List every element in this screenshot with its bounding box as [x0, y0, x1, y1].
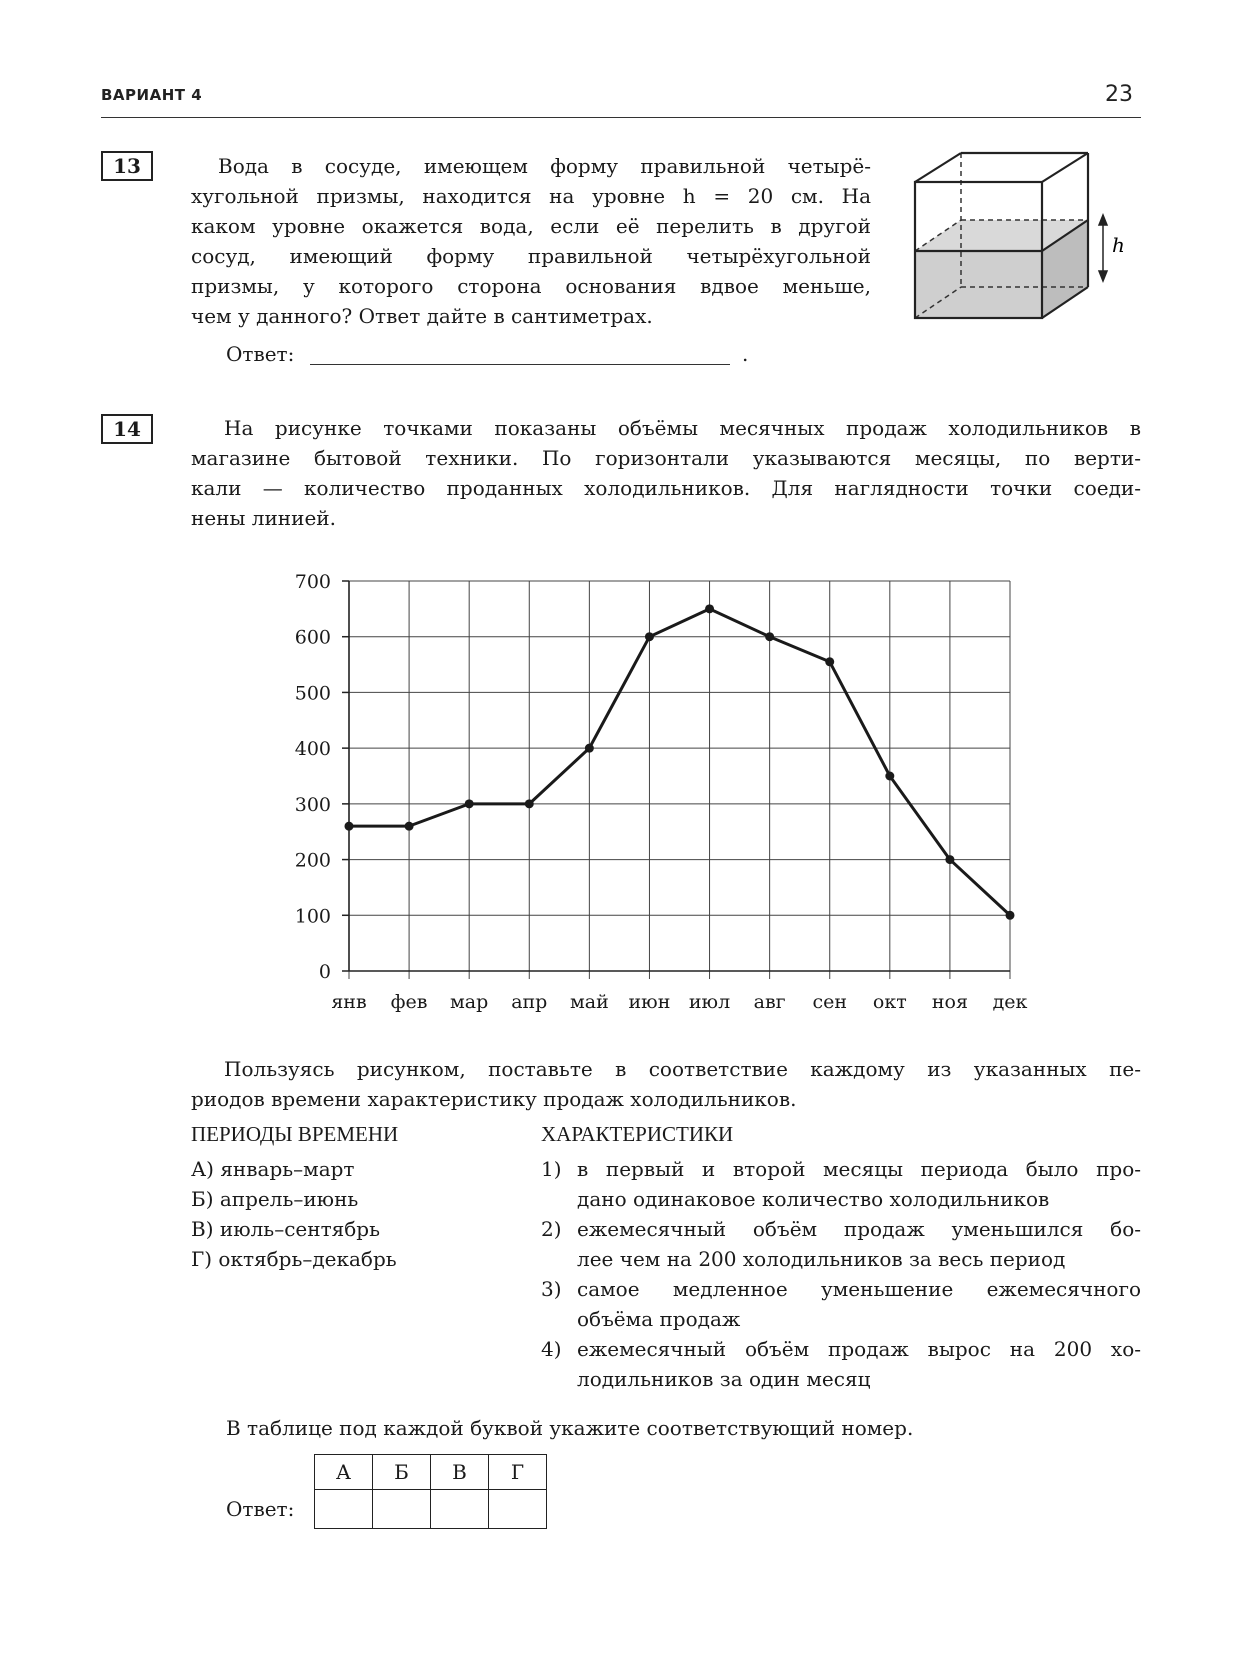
period-text: январь–март [220, 1157, 355, 1181]
task-13-line: каком уровне окажется вода, если её перелить в другой [191, 214, 871, 238]
characteristic-line: лее чем на 200 холодильников за весь период [577, 1247, 1066, 1271]
water-front-face [915, 251, 1042, 318]
answer-table-header [315, 1455, 547, 1490]
answer-cell[interactable] [315, 1490, 373, 1529]
x-tick-label: авг [753, 991, 786, 1013]
instruction-line: Пользуясь рисунком, поставьте в соответствие каждому из указанных пе- [224, 1057, 1141, 1081]
task-13-line: призмы, у которого сторона основания вдвое меньше, [191, 274, 871, 298]
periods-header: ПЕРИОДЫ ВРЕМЕНИ [191, 1122, 399, 1146]
task-14-answer-label: Ответ: [226, 1497, 295, 1521]
x-tick-label: янв [331, 991, 367, 1013]
data-point [885, 772, 894, 781]
period-text: октябрь–декабрь [218, 1247, 397, 1271]
task-14-line: нены линией. [191, 506, 336, 530]
period-letter: А) [191, 1157, 214, 1181]
data-points [345, 604, 1015, 919]
task-13-line: чем у данного? Ответ дайте в сантиметрах. [191, 304, 653, 328]
prism-figure [905, 145, 1145, 325]
period-item [191, 1184, 397, 1214]
data-point [345, 822, 354, 831]
page-number: 23 [1105, 82, 1133, 107]
answer-table-inputs [315, 1490, 547, 1529]
answer-cell[interactable] [373, 1490, 431, 1529]
task-13-answer-field[interactable] [310, 364, 730, 365]
characteristic-item [541, 1334, 1141, 1394]
height-label: h [1112, 233, 1125, 257]
period-item [191, 1154, 397, 1184]
task-13-text [191, 151, 871, 331]
y-tick-label: 300 [294, 793, 331, 816]
x-tick-label: фев [390, 991, 428, 1013]
task-14-line: кали — количество проданных холодильников. Для наглядности точки соеди- [191, 476, 1141, 500]
x-tick-label: июн [628, 991, 671, 1013]
data-point [765, 632, 774, 641]
data-point [465, 799, 474, 808]
task-13-answer-label: Ответ: [226, 342, 295, 366]
period-letter: Г) [191, 1247, 213, 1271]
characteristic-number: 2) [541, 1217, 562, 1241]
x-tick-label: ноя [931, 991, 968, 1013]
data-point [705, 604, 714, 613]
period-letter: В) [191, 1217, 214, 1241]
characteristic-number: 4) [541, 1337, 562, 1361]
characteristics-header: ХАРАКТЕРИСТИКИ [541, 1122, 734, 1146]
y-tick-label: 600 [294, 626, 331, 649]
answer-letter: А [315, 1455, 373, 1490]
data-point [1006, 911, 1015, 920]
characteristic-line: лодильников за один месяц [577, 1367, 871, 1391]
x-tick-label: сен [812, 991, 848, 1013]
data-point [585, 744, 594, 753]
task-13-line: сосуд, имеющий форму правильной четырёхугольной [191, 244, 871, 268]
y-tick-label: 100 [294, 905, 331, 928]
height-arrow [1099, 215, 1107, 281]
answer-letter: Г [489, 1455, 547, 1490]
characteristic-number: 1) [541, 1157, 562, 1181]
task-14-line: магазине бытовой техники. По горизонтали указываются месяцы, по верти- [191, 446, 1141, 470]
sales-chart [270, 560, 1050, 1020]
x-tick-label: окт [872, 991, 907, 1013]
task-13-number: 13 [101, 151, 153, 181]
answer-cell[interactable] [431, 1490, 489, 1529]
y-tick-label: 400 [294, 738, 331, 761]
y-tick-label: 500 [294, 682, 331, 705]
x-axis-ticks [331, 991, 1027, 1013]
table-instruction: В таблице под каждой буквой укажите соответствующий номер. [226, 1416, 914, 1440]
characteristic-line: ежемесячный объём продаж вырос на 200 хо- [577, 1337, 1141, 1361]
x-tick-label: апр [511, 991, 548, 1013]
period-item [191, 1214, 397, 1244]
periods-list [191, 1154, 397, 1274]
period-text: июль–сентябрь [219, 1217, 380, 1241]
task-14-line: На рисунке точками показаны объёмы месячных продаж холодильников в [224, 416, 1141, 440]
header-divider [101, 117, 1141, 118]
period-item [191, 1244, 397, 1274]
instruction-line: риодов времени характеристику продаж холодильников. [191, 1087, 797, 1111]
task-14-instruction [191, 1054, 1141, 1114]
y-axis-ticks [295, 571, 349, 983]
answer-letter: В [431, 1455, 489, 1490]
task-13-line: Вода в сосуде, имеющем форму правильной четырё- [218, 154, 871, 178]
y-tick-label: 0 [318, 961, 331, 983]
task-14-number: 14 [101, 414, 153, 444]
y-tick-label: 700 [294, 571, 331, 593]
task-14-text [191, 413, 1141, 533]
data-point [525, 799, 534, 808]
answer-letter: Б [373, 1455, 431, 1490]
sales-line [349, 609, 1010, 915]
answer-cell[interactable] [489, 1490, 547, 1529]
chart-grid [349, 581, 1010, 979]
period-letter: Б) [191, 1187, 214, 1211]
x-tick-label: май [569, 991, 609, 1013]
characteristics-list [541, 1154, 1141, 1394]
characteristic-line: ежемесячный объём продаж уменьшился бо- [577, 1217, 1141, 1241]
characteristic-line: объёма продаж [577, 1307, 741, 1331]
characteristic-number: 3) [541, 1277, 562, 1301]
variant-label: ВАРИАНТ 4 [101, 86, 203, 104]
period-text: апрель–июнь [219, 1187, 359, 1211]
data-point [645, 632, 654, 641]
x-tick-label: мар [450, 991, 489, 1013]
characteristic-item [541, 1214, 1141, 1274]
data-point [825, 657, 834, 666]
answer-table [314, 1454, 547, 1529]
characteristic-line: самое медленное уменьшение ежемесячного [577, 1277, 1141, 1301]
characteristic-item [541, 1154, 1141, 1214]
y-tick-label: 200 [294, 849, 331, 872]
x-tick-label: дек [992, 991, 1028, 1013]
characteristic-item [541, 1274, 1141, 1334]
task-13-line: хугольной призмы, находится на уровне h = 20 см. На [191, 184, 871, 208]
data-point [945, 855, 954, 864]
characteristic-line: в первый и второй месяцы периода было про- [577, 1157, 1141, 1181]
task-13-answer-dot: . [742, 342, 749, 366]
characteristic-line: дано одинаковое количество холодильников [577, 1187, 1050, 1211]
x-tick-label: июл [688, 991, 731, 1013]
data-point [405, 822, 414, 831]
